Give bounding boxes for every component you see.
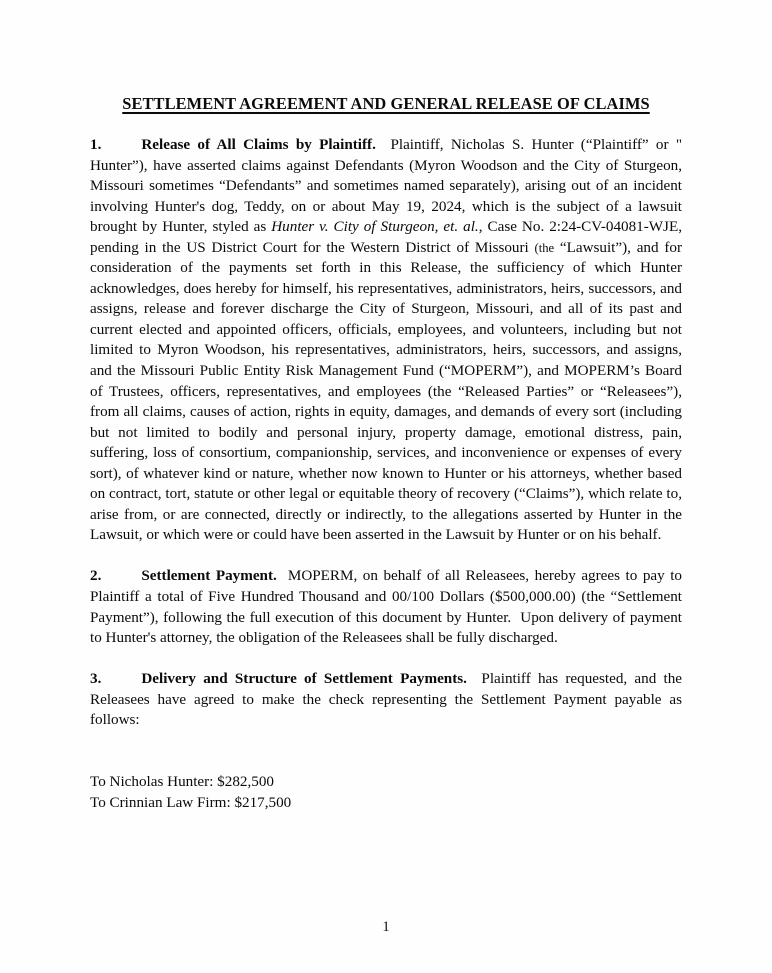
document-content <box>90 0 682 814</box>
payee-line-crinnian-law-firm: To Crinnian Law Firm: $217,500 <box>90 793 292 811</box>
case-citation: Hunter v. City of Sturgeon, et. al., <box>271 218 483 236</box>
paragraph-heading: Delivery and Structure of Settlement Payments. <box>141 670 467 688</box>
paragraph-settlement-payment <box>90 566 682 648</box>
payee-line-nicholas-hunter: To Nicholas Hunter: $282,500 <box>90 772 274 790</box>
paragraph-delivery-structure <box>90 669 682 731</box>
paragraph-number: 1. <box>90 136 102 153</box>
paragraph-heading: Settlement Payment. <box>141 567 277 585</box>
paragraph-heading: Release of All Claims by Plaintiff. <box>141 136 376 153</box>
paragraph-text: Plaintiff has requested, and the Releasees have agreed to make the check representing the Settlement Payment payable as follows: <box>90 670 682 729</box>
payee-list <box>90 772 682 814</box>
paragraph-text: Plaintiff, Nicholas S. Hunter (“Plaintiff” or " Hunter”), have asserted claims against Defendants (Myron Woodson and the City of Sturgeon, Missouri sometimes “Defendants” and sometimes named separately), arising out of an incident involving Hunter's dog, Teddy, on or about May 19, 2024, which is the subject of a lawsuit brought by Hunter, styled as <box>90 136 682 236</box>
paragraph-text: “Lawsuit”), and for consideration of the payments set forth in this Release, the sufficiency of which Hunter acknowledges, does hereby for himself, his representatives, administrators, heirs, successors, and assigns, release and forever discharge the City of Sturgeon, Missouri, and all of its past and current elected and appointed officers, officials, employees, and volunteers, including but not limited to Myron Woodson, his representatives, administrators, heirs, successors, and assigns, and the Missouri Public Entity Risk Management Fund (“MOPERM”), and MOPERM’s Board of Trustees, officers, representatives, and employees (the “Released Parties” or “Releasees”), from all claims, causes of action, rights in equity, damages, and demands of every sort (including but not limited to bodily and personal injury, property damage, emotional distress, pain, suffering, loss of consortium, companionship, services, and inconvenience or expenses of every sort), of whatever kind or nature, whether now known to Hunter or his attorneys, whether based on contract, tort, statute or other legal or equitable theory of recovery (“Claims”), which relate to, arise from, or are connected, directly or indirectly, to the allegations asserted by Hunter in the Lawsuit, or which were or could have been asserted in the Lawsuit by Hunter or on his behalf. <box>90 238 682 544</box>
document-title: SETTLEMENT AGREEMENT AND GENERAL RELEASE OF CLAIMS <box>122 94 650 113</box>
paragraph-release-of-claims <box>90 135 682 546</box>
paragraph-text: Case No. 2:24-CV-04081-WJE, pending in the US District Court for the Western District of Missouri <box>90 218 682 256</box>
paragraph-number: 3. <box>90 670 102 688</box>
paragraph-text-small: (the <box>534 240 555 255</box>
paragraph-text: MOPERM, on behalf of all Releasees, hereby agrees to pay to Plaintiff a total of Five Hundred Thousand and 00/100 Dollars ($500,000.00) (the “Settlement Payment”), following the full execution of this document by Hunter. Upon delivery of payment to Hunter's attorney, the obligation of the Releasees shall be fully discharged. <box>90 567 682 647</box>
paragraph-number: 2. <box>90 567 102 585</box>
page-number: 1 <box>382 919 390 935</box>
